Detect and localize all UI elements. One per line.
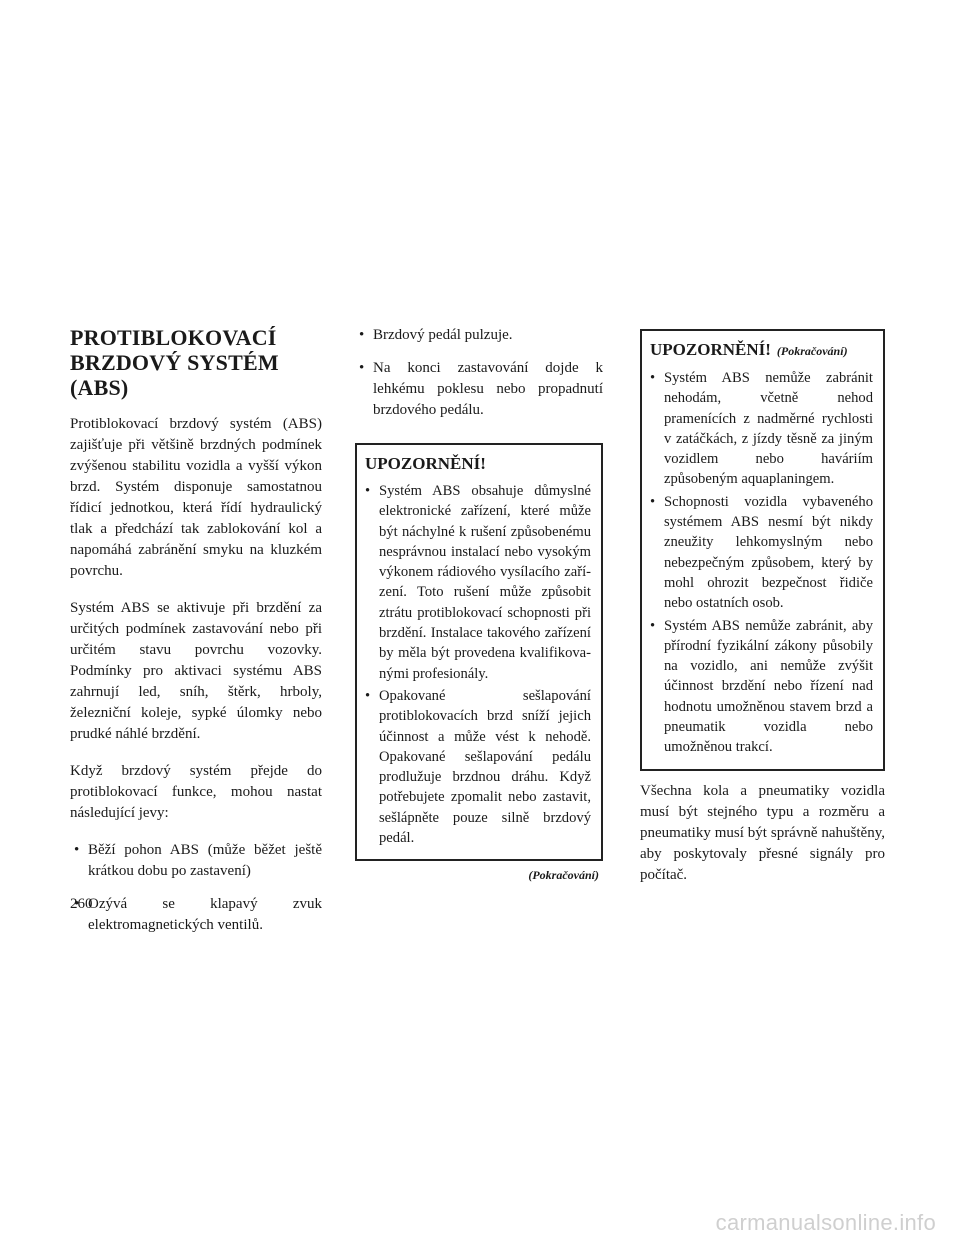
middle-column (355, 325, 603, 886)
list-item: • Systém ABS nemůže zabránit, aby přírodní fyzikální zákony působily na vozidlo, ani nemůže zvýšit účinnost brzdění nebo řízení nad hodnotu umožněnou stavem brzd a pneumatik vozidla nebo umožněnou trakcí. (650, 616, 873, 758)
continued-label: (Pokračování) (776, 344, 848, 358)
list-item: • Běží pohon ABS (může běžet ještě krátkou dobu po zastavení) (70, 840, 322, 882)
list-item: • Ozývá se klapavý zvuk elektromagnetických ventilů. (70, 894, 322, 936)
warning-title: UPOZORNĚNÍ! (650, 340, 771, 359)
closing-paragraph: Všechna kola a pneumatiky vozidla musí být stejného typu a rozměru a pneumatiky musí být správně nahuštěny, aby poskytovaly přesné signály pro počítač. (640, 782, 885, 883)
phenomena-list-continued (355, 325, 603, 421)
phenomena-intro-paragraph: Když brzdový systém přejde do protiblokovací funkce, mohou nastat následující jevy: (70, 763, 322, 821)
heading-line: (ABS) (70, 375, 129, 400)
watermark: carmanualsonline.info (715, 1210, 936, 1235)
list-item: • Na konci zastavování dojde k lehkému poklesu nebo propadnutí brzdového pedálu. (355, 358, 603, 421)
heading-line: BRZDOVÝ SYSTÉM (70, 350, 279, 375)
list-item: • Opakované sešlapování protiblokovacích brzd sníží jejich účinnost a může vést k nehodě. Opakované sešlapování pedálu prodlužuje brzdnou dráhu. Když potřebujete zpomalit nebo zastavit, sešlápněte pouze silně brzdový pedál. (365, 686, 591, 848)
list-item: • Systém ABS obsahuje důmyslné elektronické zařízení, které může být náchylné k rušení způsobenému nesprávnou instalací nebo vysokým výkonem rádiového vysílacího zaří-zení. Toto rušení může způsobit ztrátu protiblokovací schopnosti při brzdění. Instalace takového zařízení by měla být provedena kvalifikova-nými profesionály. (365, 481, 591, 684)
section-heading (70, 325, 322, 400)
continued-label: (Pokračování) (528, 868, 599, 883)
page-number: 260 (70, 896, 93, 912)
phenomena-list (70, 840, 322, 936)
right-column (640, 329, 885, 902)
intro-paragraph: Protiblokovací brzdový systém (ABS) zajišťuje při většině brzdných podmínek zvýšenou stabilitu vozidla a vyšší výkon brzd. Systém disponuje samostatnou řídicí jednotkou, která řídí hydraulický tlak a předchází tak zablokování kol a napomáhá zabránění smyku na kluzkém povrchu. (70, 416, 322, 579)
list-item: • Brzdový pedál pulzuje. (355, 325, 603, 346)
warning-box-continued (640, 329, 885, 771)
warning-title: UPOZORNĚNÍ! (365, 454, 486, 473)
list-item: • Schopnosti vozidla vybaveného systémem ABS nesmí být nikdy zneužity lehkomyslným nebo nebezpečným způsobem, který by mohl ohrozit bezpečnost řidiče nebo ostatních osob. (650, 492, 873, 614)
list-item: • Systém ABS nemůže zabránit nehodám, včetně nehod pramenících z nadměrné rychlosti v zatáčkách, z jízdy těsně za jiným vozidlem nebo haváriím způsobeným aquaplaningem. (650, 368, 873, 490)
activation-paragraph: Systém ABS se aktivuje při brzdění za určitých podmínek zastavování nebo při určitém stavu povrchu vozovky. Podmínky pro aktivaci systému ABS zahrnují led, sníh, štěrk, hrboly, železniční koleje, sypké úlomky nebo prudké náhlé brzdění. (70, 600, 322, 742)
left-column (70, 325, 322, 948)
warning-list (365, 481, 591, 848)
warning-list (650, 368, 873, 758)
warning-title-row (650, 339, 873, 362)
heading-line: PROTIBLOKOVACÍ (70, 325, 277, 350)
warning-box (355, 443, 603, 861)
